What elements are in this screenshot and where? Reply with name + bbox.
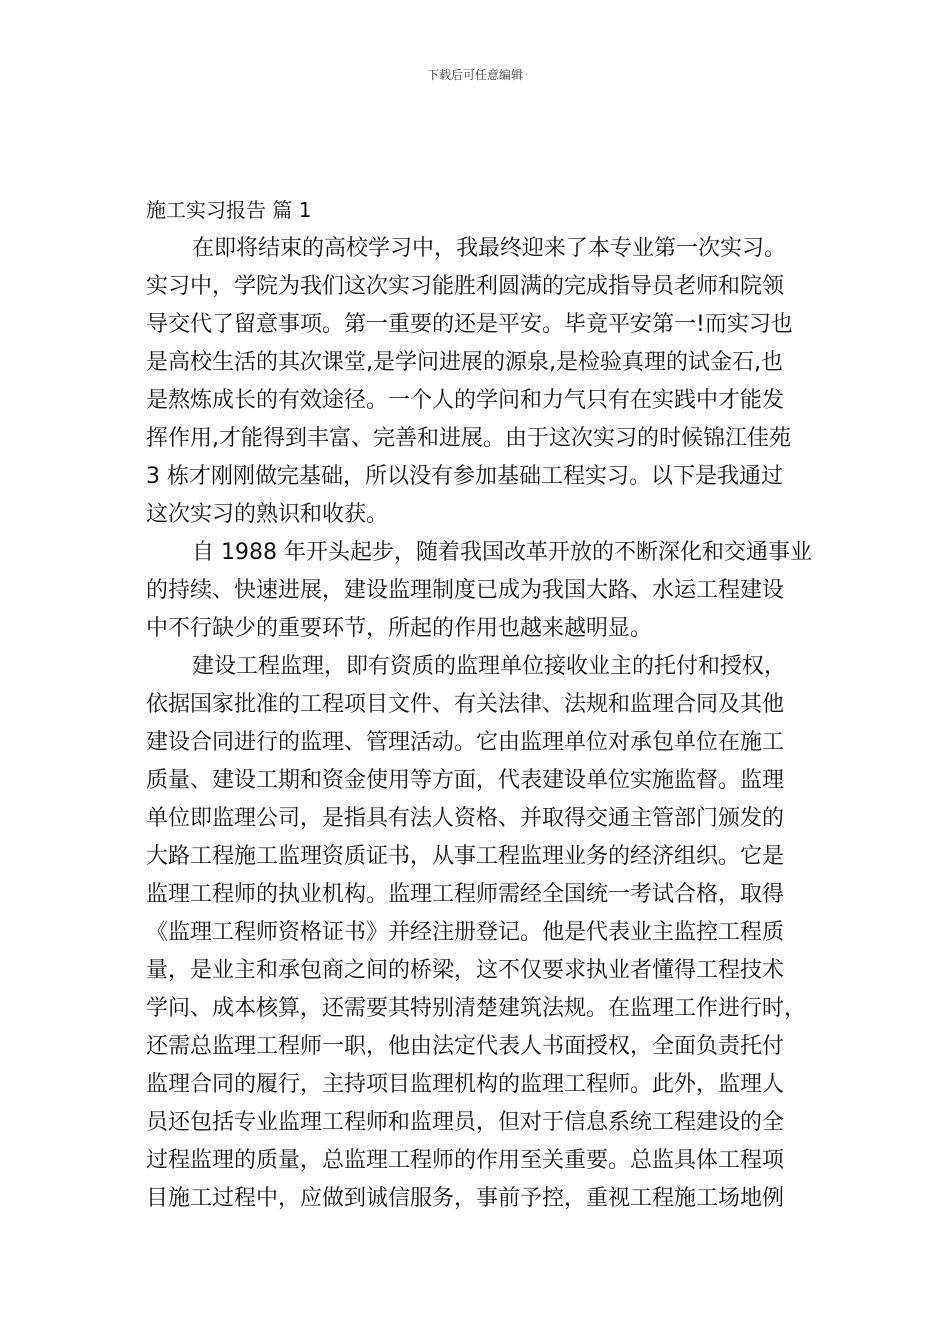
paragraph-3-line: 还需总监理工程师一职，他由法定代表人书面授权，全面负责托付	[146, 1034, 785, 1059]
document-body	[146, 230, 821, 1218]
paragraph-3-line: 依据国家批准的工程项目文件、有关法律、法规和监理合同及其他	[146, 692, 785, 717]
paragraph-1-line: 是高校生活的其次课堂,是学问进展的源泉,是检验真理的试金石,也	[146, 350, 783, 375]
paragraph-3-line: 过程监理的质量，总监理工程师的作用至关重要。总监具体工程项	[146, 1148, 785, 1173]
paragraph-2-line: 的持续、快速进展，建设监理制度已成为我国大路、水运工程建设	[146, 578, 785, 603]
document-title: 施工实习报告 篇 1	[146, 198, 312, 222]
paragraph-1-line: 在即将结束的高校学习中，我最终迎来了本专业第一次实习。	[192, 236, 787, 261]
paragraph-3-line: 建设工程监理，即有资质的监理单位接收业主的托付和授权，	[192, 654, 787, 679]
paragraph-3-line: 建设合同进行的监理、管理活动。它由监理单位对承包单位在施工	[146, 730, 785, 755]
paragraph-3-line: 单位即监理公司，是指具有法人资格、并取得交通主管部门颁发的	[146, 806, 785, 831]
paragraph-1-line: 是熬炼成长的有效途径。一个人的学问和力气只有在实践中才能发	[146, 388, 785, 413]
paragraph-1-line: 实习中，学院为我们这次实习能胜利圆满的完成指导员老师和院领	[146, 274, 785, 299]
paragraph-3-line: 监理合同的履行，主持项目监理机构的监理工程师。此外，监理人	[146, 1072, 785, 1097]
paragraph-3-line: 大路工程施工监理资质证书，从事工程监理业务的经济组织。它是	[146, 844, 785, 869]
paragraph-1-line: 导交代了留意事项。第一重要的还是平安。毕竟平安第一!而实习也	[146, 312, 793, 337]
paragraph-3-line: 学问、成本核算，还需要其特别清楚建筑法规。在监理工作进行时，	[146, 996, 807, 1021]
paragraph-2-line: 中不行缺少的重要环节，所起的作用也越来越明显。	[146, 616, 653, 641]
paragraph-2-line: 自 1988 年开头起步，随着我国改革开放的不断深化和交通事业	[192, 540, 812, 565]
paragraph-1-line: 3 栋才刚刚做完基础，所以没有参加基础工程实习。以下是我通过	[146, 464, 783, 489]
paragraph-3-line: 量，是业主和承包商之间的桥梁，这不仅要求执业者懂得工程技术	[146, 958, 785, 983]
paragraph-3-line: 员还包括专业监理工程师和监理员，但对于信息系统工程建设的全	[146, 1110, 785, 1135]
paragraph-3-line: 质量、建设工期和资金使用等方面，代表建设单位实施监督。监理	[146, 768, 785, 793]
paragraph-1-line: 这次实习的熟识和收获。	[146, 502, 389, 527]
paragraph-3-line: 目施工过程中，应做到诚信服务，事前予控，重视工程施工场地例	[146, 1186, 785, 1211]
paragraph-1-line: 挥作用,才能得到丰富、完善和进展。由于这次实习的时候锦江佳苑	[146, 426, 791, 451]
paragraph-3-line: 《监理工程师资格证书》并经注册登记。他是代表业主监控工程质	[146, 920, 785, 945]
paragraph-3-line: 监理工程师的执业机构。监理工程师需经全国统一考试合格，取得	[146, 882, 785, 907]
page-header-note: 下载后可任意编辑	[426, 68, 523, 82]
